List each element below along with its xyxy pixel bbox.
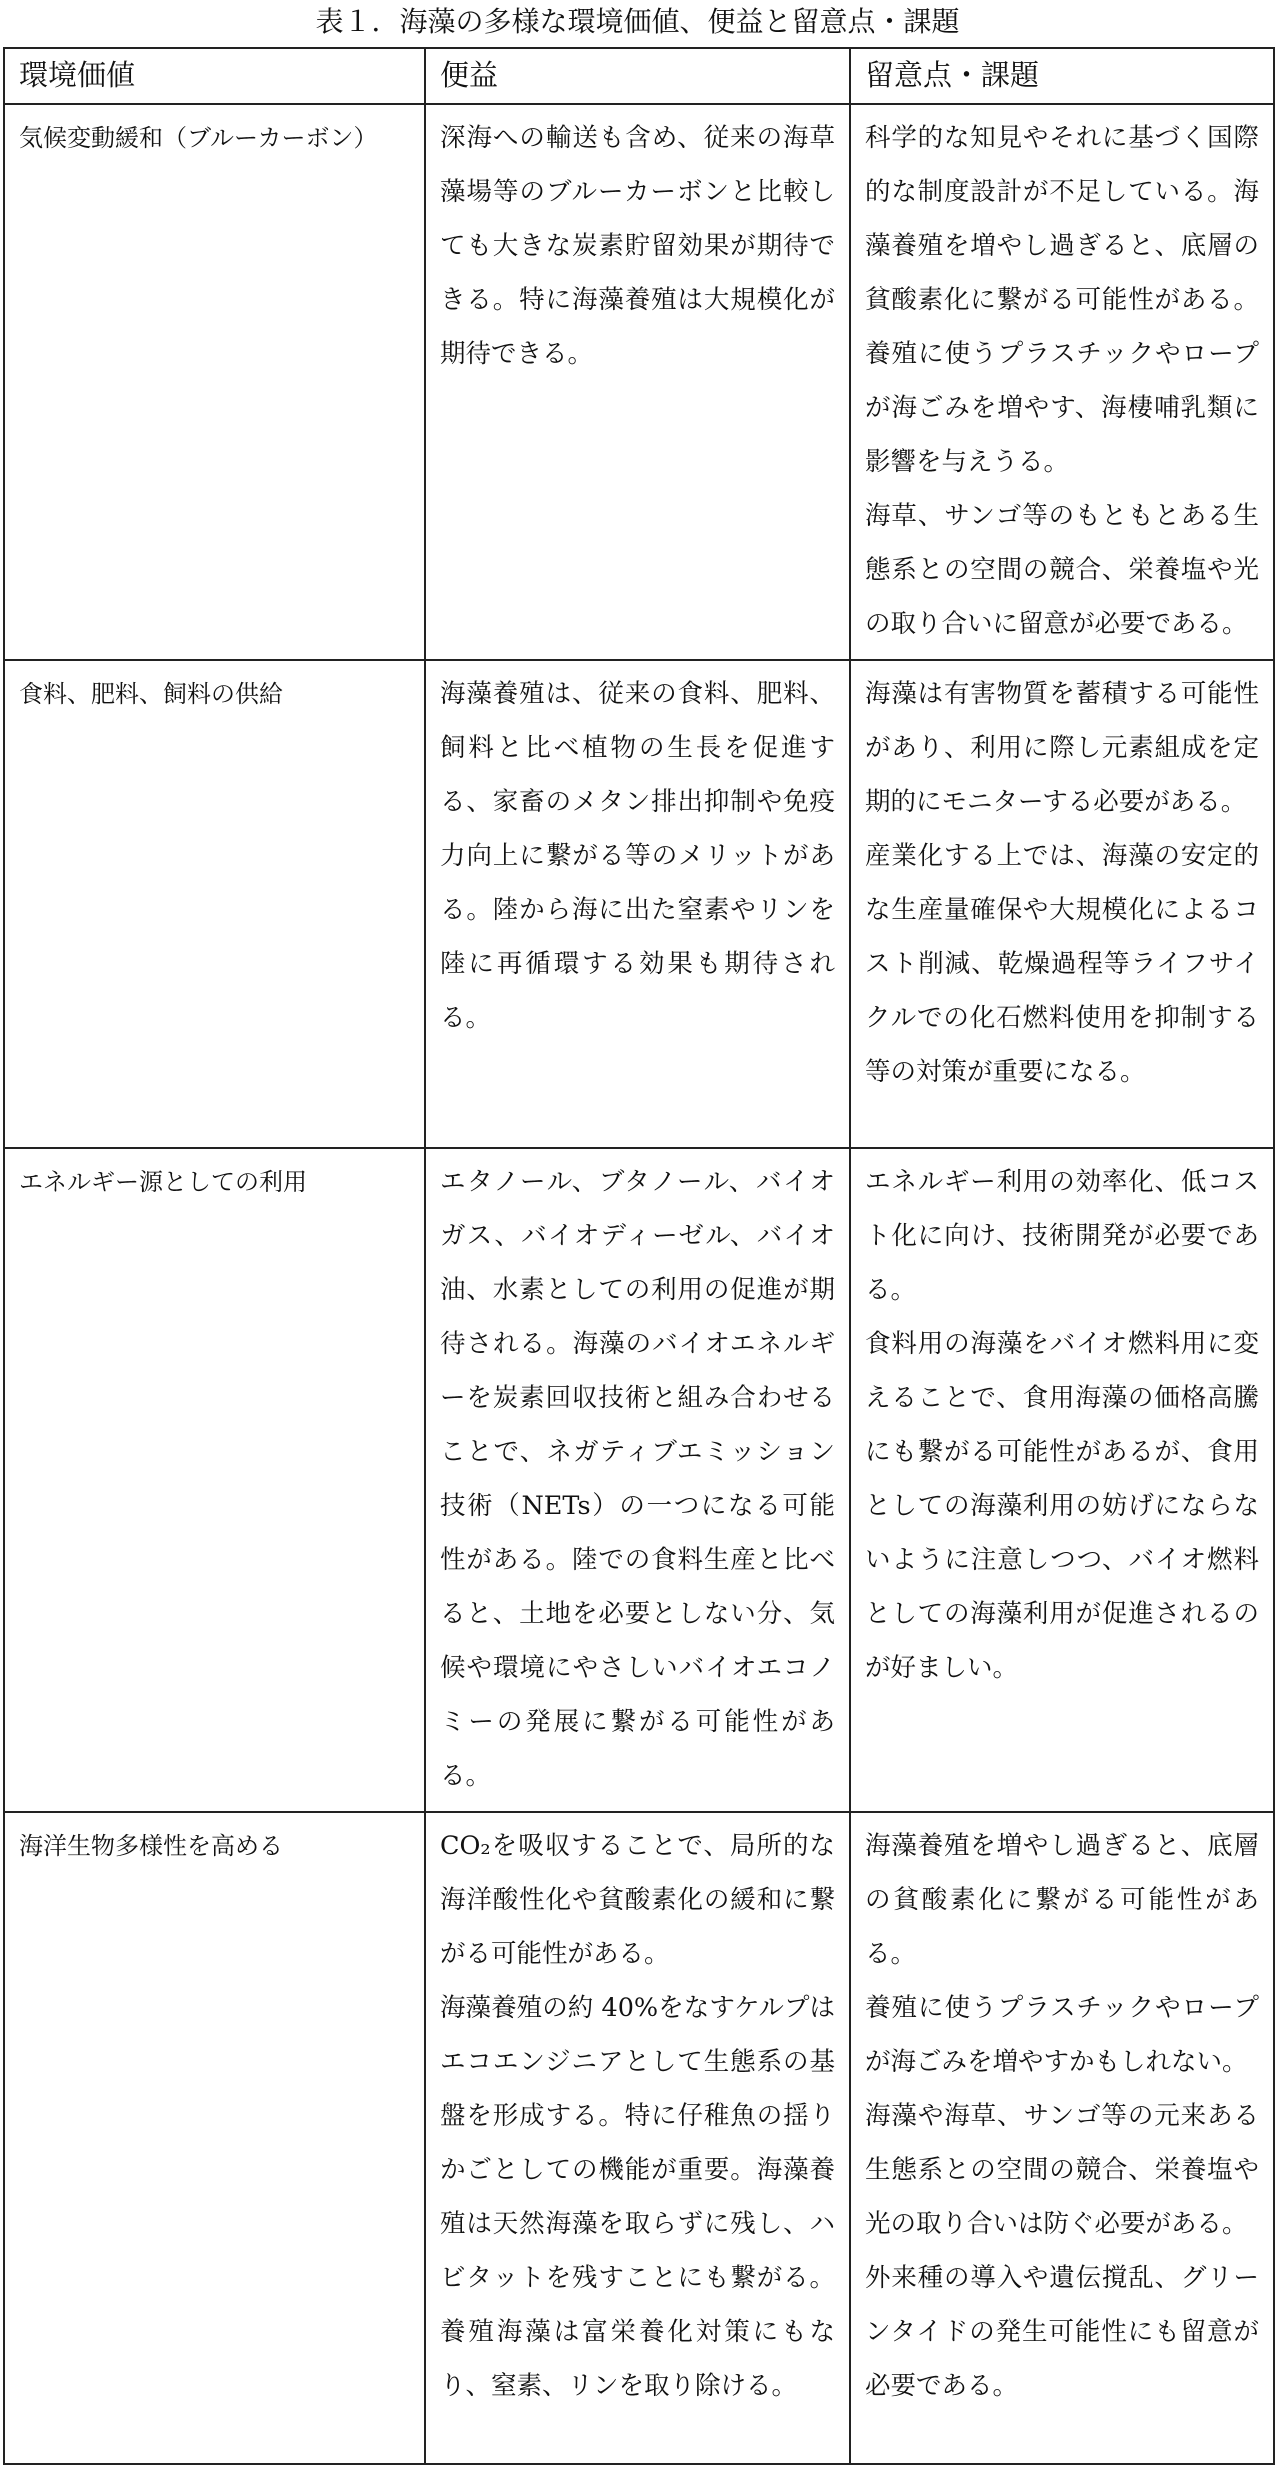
issue-paragraph: 海藻や海草、サンゴ等の元来ある生態系との空間の競合、栄養塩や光の取り合いは防ぐ必要がある。 <box>865 2101 1259 2239</box>
issue-paragraph: 養殖に使うプラスチックやロープが海ごみを増やすかもしれない。 <box>865 1993 1259 2077</box>
issue-paragraph: 海藻は有害物質を蓄積する可能性があり、利用に際し元素組成を定期的にモニターする必要がある。 <box>865 679 1259 817</box>
issues-cell <box>850 1812 1274 2464</box>
issue-paragraph: 外来種の導入や遺伝撹乱、グリーンタイドの発生可能性にも留意が必要である。 <box>865 2263 1259 2401</box>
issue-paragraph: 産業化する上では、海藻の安定的な生産量確保や大規模化によるコスト削減、乾燥過程等ライフサイクルでの化石燃料使用を抑制する等の対策が重要になる。 <box>865 841 1259 1087</box>
header-issues: 留意点・課題 <box>850 48 1274 104</box>
environmental-value-cell: 気候変動緩和（ブルーカーボン） <box>4 104 425 660</box>
environmental-value-table <box>3 47 1275 2465</box>
table-row <box>4 660 1274 1148</box>
benefits-cell <box>425 1812 850 2464</box>
environmental-value-cell: 食料、肥料、飼料の供給 <box>4 660 425 1148</box>
benefits-cell <box>425 1148 850 1812</box>
benefit-paragraph: 海藻養殖の約 40%をなすケルプはエコエンジニアとして生態系の基盤を形成する。特に仔稚魚の揺りかごとしての機能が重要。海藻養殖は天然海藻を取らずに残し、ハビタットを残すことにも繋がる。養殖海藻は富栄養化対策にもなり、窒素、リンを取り除ける。 <box>440 1993 835 2401</box>
benefits-cell <box>425 104 850 660</box>
header-environmental-value: 環境価値 <box>4 48 425 104</box>
benefit-paragraph: 深海への輸送も含め、従来の海草藻場等のブルーカーボンと比較しても大きな炭素貯留効果が期待できる。特に海藻養殖は大規模化が期待できる。 <box>440 123 835 369</box>
environmental-value-cell: エネルギー源としての利用 <box>4 1148 425 1812</box>
issues-cell <box>850 1148 1274 1812</box>
table-header-row <box>4 48 1274 104</box>
table-row <box>4 1812 1274 2464</box>
table-row <box>4 104 1274 660</box>
header-benefits: 便益 <box>425 48 850 104</box>
benefits-cell <box>425 660 850 1148</box>
issue-paragraph: 食料用の海藻をバイオ燃料用に変えることで、食用海藻の価格高騰にも繋がる可能性があるが、食用としての海藻利用の妨げにならないように注意しつつ、バイオ燃料としての海藻利用が促進されるのが好ましい。 <box>865 1329 1259 1683</box>
benefit-paragraph: CO₂を吸収することで、局所的な海洋酸性化や貧酸素化の緩和に繋がる可能性がある。 <box>440 1831 835 1969</box>
issue-paragraph: 海藻養殖を増やし過ぎると、底層の貧酸素化に繋がる可能性がある。 <box>865 1831 1259 1969</box>
environmental-value-cell: 海洋生物多様性を高める <box>4 1812 425 2464</box>
benefit-paragraph: エタノール、ブタノール、バイオガス、バイオディーゼル、バイオ油、水素としての利用の促進が期待される。海藻のバイオエネルギーを炭素回収技術と組み合わせることで、ネガティブエミッション技術（NETs）の一つになる可能性がある。陸での食料生産と比べると、土地を必要としない分、気候や環境にやさしいバイオエコノミーの発展に繋がる可能性がある。 <box>440 1167 835 1791</box>
issue-paragraph: エネルギー利用の効率化、低コスト化に向け、技術開発が必要である。 <box>865 1167 1259 1305</box>
table-caption: 表１．海藻の多様な環境価値、便益と留意点・課題 <box>315 5 960 38</box>
issue-paragraph: 科学的な知見やそれに基づく国際的な制度設計が不足している。海藻養殖を増やし過ぎると、底層の貧酸素化に繋がる可能性がある。養殖に使うプラスチックやロープが海ごみを増やす、海棲哺乳類に影響を与えうる。 <box>865 123 1259 477</box>
benefit-paragraph: 海藻養殖は、従来の食料、肥料、飼料と比べ植物の生長を促進する、家畜のメタン排出抑制や免疫力向上に繋がる等のメリットがある。陸から海に出た窒素やリンを陸に再循環する効果も期待される。 <box>440 679 835 1033</box>
issues-cell <box>850 660 1274 1148</box>
table-row <box>4 1148 1274 1812</box>
issue-paragraph: 海草、サンゴ等のもともとある生態系との空間の競合、栄養塩や光の取り合いに留意が必要である。 <box>865 501 1259 639</box>
issues-cell <box>850 104 1274 660</box>
